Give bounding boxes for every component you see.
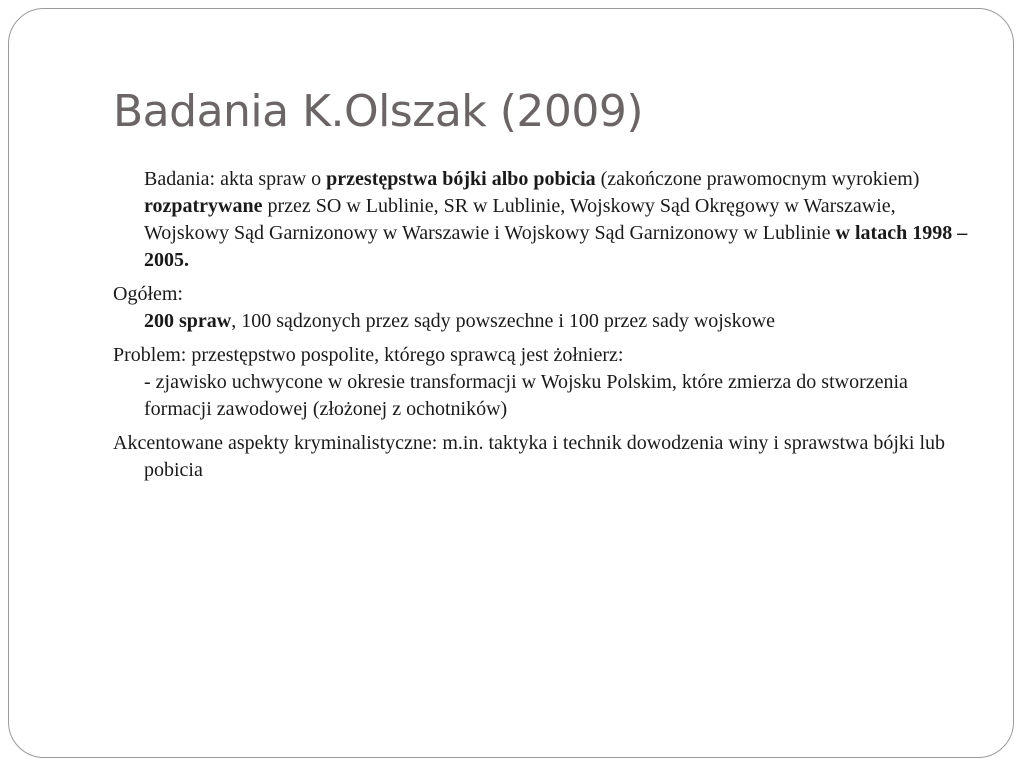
research-scope-bold-years: w latach 1998 – 2005. [144, 222, 968, 271]
research-scope-bold-examined: rozpatrywane [144, 195, 263, 217]
paragraph-total [113, 281, 973, 335]
research-scope-bold-offences: przestępstwa bójki albo pobicia [326, 168, 596, 190]
research-scope-text-3: przez SO w Lublinie, SR w Lublinie, Wojskowy Sąd Okręgowy w Warszawie, Wojskowy Sąd Garnizonowy w Warszawie i Wojskowy Sąd Garnizonowy w Lublinie [144, 195, 896, 244]
paragraph-aspects [113, 430, 973, 484]
total-cases-bold: 200 spraw [144, 310, 232, 332]
slide-title: Badania K.Olszak (2009) [113, 86, 644, 137]
paragraph-problem [113, 342, 973, 423]
aspects-text: Akcentowane aspekty kryminalistyczne: m.in. taktyka i technik dowodzenia winy i sprawstwa bójki lub pobicia [113, 432, 946, 481]
total-detail-text: , 100 sądzonych przez sądy powszechne i 100 przez sady wojskowe [231, 310, 775, 332]
problem-detail: - zjawisko uchwycone w okresie transformacji w Wojsku Polskim, które zmierza do stworzenia formacji zawodowej (złożonej z ochotników) [144, 371, 908, 420]
paragraph-research-scope [113, 166, 973, 274]
slide-body [113, 166, 973, 491]
total-label: Ogółem: [113, 283, 183, 305]
total-detail [113, 308, 973, 335]
research-scope-text-1: Badania: akta spraw o [144, 168, 327, 190]
research-scope-text-2: (zakończone prawomocnym wyrokiem) [595, 168, 920, 190]
problem-label: Problem: przestępstwo pospolite, którego sprawcą jest żołnierz: [113, 344, 624, 366]
